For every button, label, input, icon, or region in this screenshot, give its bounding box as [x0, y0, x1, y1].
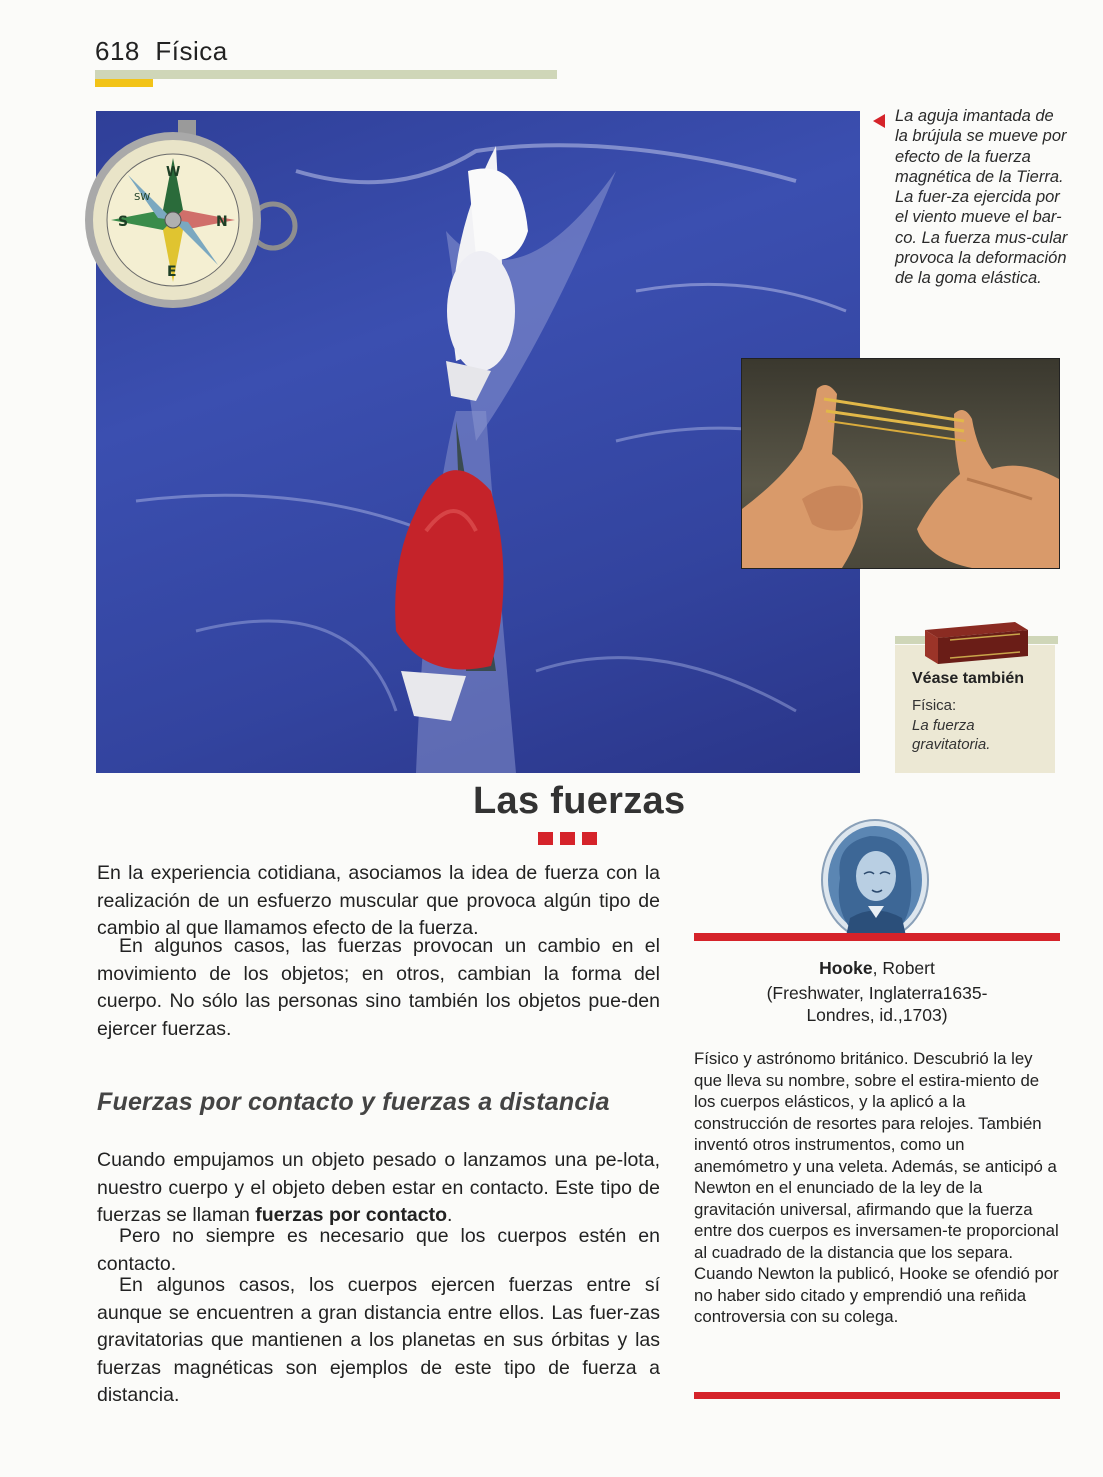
- header-rule: [95, 70, 557, 79]
- book-icon: [920, 618, 1030, 666]
- bio-bottom-rule: [694, 1392, 1060, 1399]
- intro-paragraph-2: En algunos casos, las fuerzas provocan un cambio en el movimiento de los objetos; en otros, cambian la forma del cuerpo. No sólo las personas sino también los objetos pue-den ejercer fuerzas.: [97, 935, 660, 1040]
- see-also-subject: Física:: [912, 697, 957, 714]
- section-heading: Fuerzas por contacto y fuerzas a distancia: [97, 1088, 610, 1116]
- rubber-band-photo: [741, 358, 1060, 569]
- bio-name: [694, 958, 1060, 979]
- hands-stretching-band-illustration: [742, 359, 1059, 568]
- section-paragraph-1: [97, 1147, 660, 1230]
- compass-label-sw: SW: [134, 192, 151, 203]
- compass-label-w: W: [166, 165, 181, 180]
- compass-image: [78, 118, 303, 318]
- bio-origin-line-2: Londres, id.,1703): [806, 1005, 948, 1025]
- section-name: Física: [155, 36, 228, 66]
- compass-label-e: E: [167, 264, 177, 280]
- compass-label-n: N: [216, 214, 228, 230]
- bold-term: fuerzas por contacto: [255, 1204, 448, 1226]
- page-number: 618: [95, 36, 140, 66]
- bio-surname: Hooke: [819, 958, 873, 978]
- page-header: [95, 36, 228, 67]
- bio-given-name: , Robert: [872, 958, 935, 978]
- hooke-portrait: [820, 818, 930, 943]
- compass-label-s: S: [118, 214, 129, 230]
- photo-caption: La aguja imantada de la brújula se mueve por efecto de la fuerza magnética de la Tierra. La fuer-za ejercida por el viento mueve el bar-co. La fuerza mus-cular provoca la deformación de la goma elástica.: [895, 107, 1068, 288]
- bio-origin: [694, 982, 1060, 1026]
- see-also-link[interactable]: La fuerza gravitatoria.: [912, 717, 991, 753]
- article-title: Las fuerzas: [473, 780, 686, 822]
- see-also-title: Véase también: [912, 670, 1025, 687]
- title-ornament-square: [582, 832, 597, 845]
- bio-text: Físico y astrónomo británico. Descubrió la ley que lleva su nombre, sobre el estira-miento de los cuerpos elásticos, y la aplicó a la construcción de resortes para relojes. También inventó otros instrumentos, como un anemómetro y una veleta. Además, se anticipó a Newton en el enunciado de la ley de la gravitación universal, afirmando que la fuerza entre dos cuerpos es inversamen-te proporcional al cuadrado de la distancia que los separa. Cuando Newton la publicó, Hooke se ofendió por no haber sido citado y emprendió una reñida controversia con su colega.: [694, 1049, 1059, 1326]
- paragraph-text-end: .: [447, 1204, 453, 1226]
- bio-origin-line-1: (Freshwater, Inglaterra1635-: [766, 983, 988, 1003]
- bio-top-rule: [694, 933, 1060, 941]
- caption-arrow-icon: [873, 114, 885, 128]
- paragraph-text: Cuando empujamos un objeto pesado o lanzamos una pe-lota, nuestro cuerpo y el objeto deben estar en contacto. Este tipo de fuerzas se llaman: [97, 1149, 660, 1226]
- title-ornament-square: [560, 832, 575, 845]
- intro-paragraph-1: En la experiencia cotidiana, asociamos la idea de fuerza con la realización de un esfuerzo muscular que provoca algún tipo de cambio al que llamamos efecto de la fuerza.: [97, 862, 660, 939]
- section-paragraph-2: Pero no siempre es necesario que los cuerpos estén en contacto.: [97, 1225, 660, 1275]
- section-paragraph-3: En algunos casos, los cuerpos ejercen fuerzas entre sí aunque se encuentren a gran distancia entre ellos. Las fuer-zas gravitatorias que mantienen a los planetas en sus órbitas y las fuerzas magnéticas son ejemplos de este tipo de fuerza a distancia.: [97, 1274, 660, 1406]
- title-ornament-square: [538, 832, 553, 845]
- header-accent-bar: [95, 79, 153, 87]
